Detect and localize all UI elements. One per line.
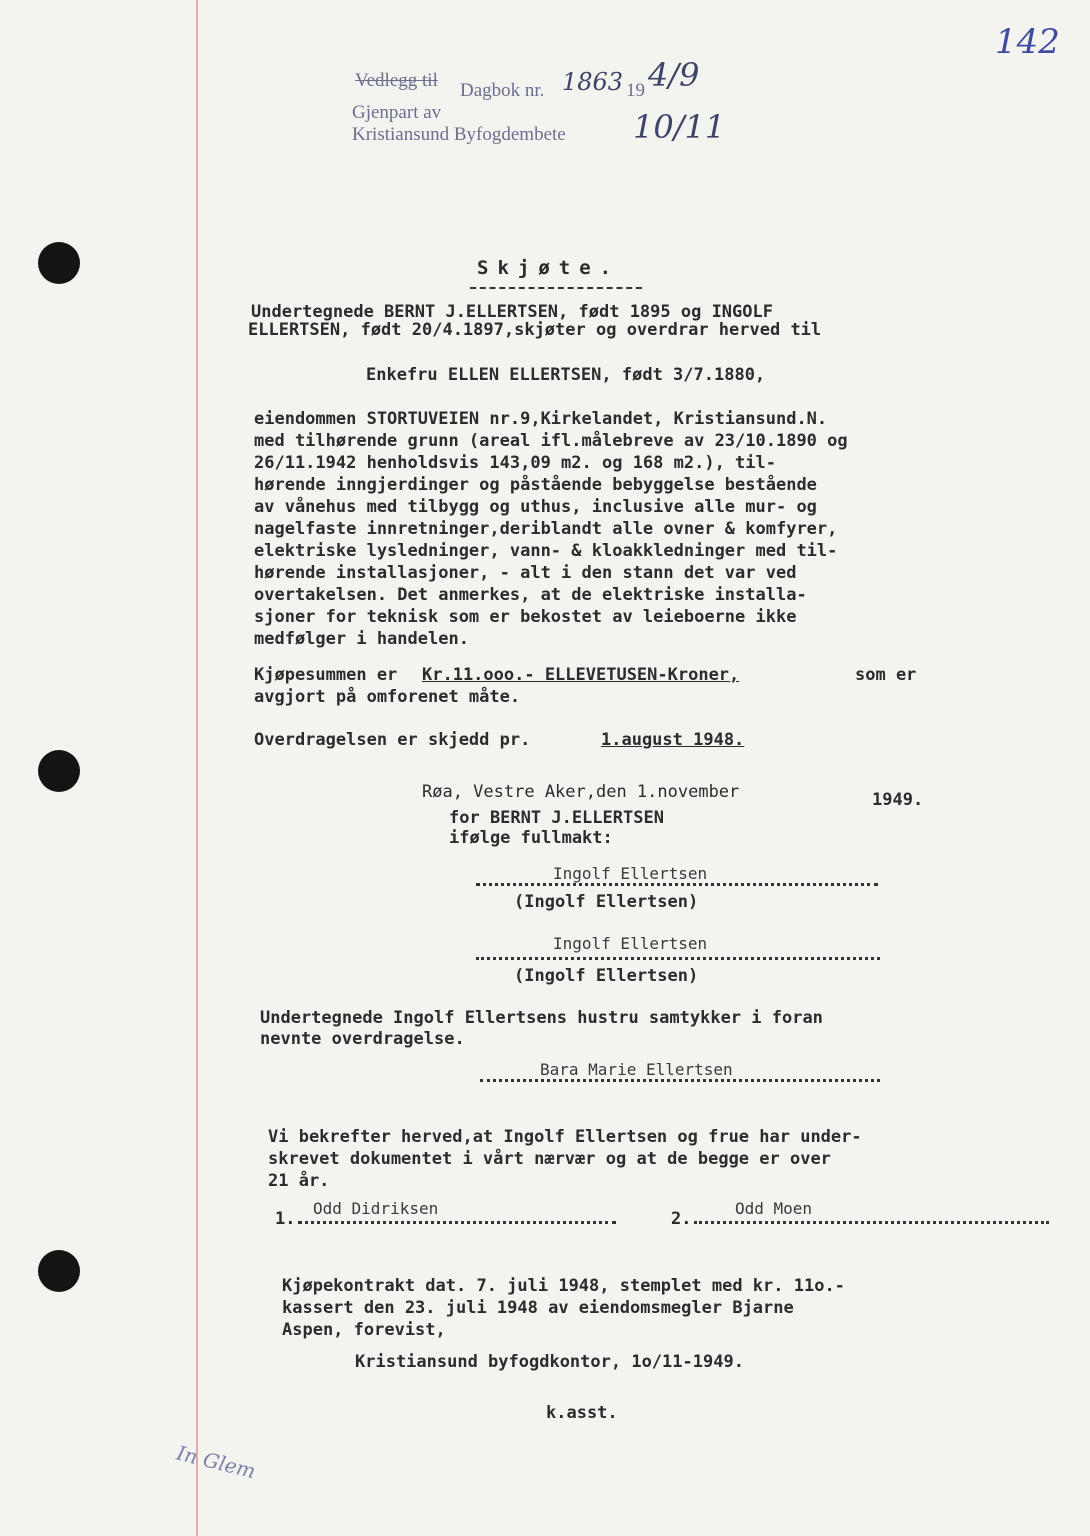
body-line: medfølger i handelen. <box>254 629 469 649</box>
signing-year: 1949. <box>872 790 924 810</box>
signature-2-typed: (Ingolf Ellertsen) <box>514 966 699 986</box>
document-title: Skjøte. <box>477 257 621 279</box>
stamp-struck-label: Vedlegg til <box>355 70 438 91</box>
price-amount: Kr.11.ooo.- ELLEVETUSEN-Kroner, <box>422 665 740 685</box>
body-line: eiendommen STORTUVEIEN nr.9,Kirkelandet, Kristiansund.N. <box>254 409 828 429</box>
stamp-date-2: 10/11 <box>633 108 726 146</box>
punch-hole-bottom <box>38 1250 80 1292</box>
price-prefix: Kjøpesummen er <box>254 665 398 685</box>
punch-hole-middle <box>38 750 80 792</box>
body-line: hørende inngjerdinger og påstående bebyggelse bestående <box>254 475 817 495</box>
body-line: med tilhørende grunn (areal ifl.målebreve av 23/10.1890 og <box>254 431 848 451</box>
stamp-dagbok-label: Dagbok nr. <box>460 80 545 101</box>
registration-office: Kristiansund byfogdkontor, 1o/11-1949. <box>355 1352 744 1372</box>
body-line: hørende installasjoner, - alt i den stann det var ved <box>254 563 797 583</box>
title-underline <box>470 287 642 289</box>
witness-2-name: Odd Moen <box>735 1199 813 1218</box>
witness-1-name: Odd Didriksen <box>313 1199 439 1218</box>
body-line: sjoner for teknisk som er bekostet av leieboerne ikke <box>254 607 797 627</box>
stamp-year-prefix: 19 <box>626 80 645 101</box>
stamp-office-label: Kristiansund Byfogdembete <box>352 124 566 145</box>
signature-2-dotted-line <box>476 957 880 960</box>
body-line: ELLERTSEN, født 20/4.1897,skjøter og overdrar herved til <box>248 320 822 340</box>
witness-line: skrevet dokumentet i vårt nærvær og at de begge er over <box>268 1149 831 1169</box>
proxy-line-2: ifølge fullmakt: <box>449 828 613 848</box>
transfer-prefix: Overdragelsen er skjedd pr. <box>254 730 531 750</box>
registration-signoff: k.asst. <box>546 1403 618 1423</box>
stamp-dagbok-number: 1863 <box>562 68 624 96</box>
bottom-handwritten-note: In Glem <box>174 1440 259 1484</box>
signature-3-dotted-line <box>480 1079 880 1082</box>
body-line: nagelfaste innretninger,deriblandt alle ovner & komfyrer, <box>254 519 838 539</box>
signing-place-date: Røa, Vestre Aker,den 1.november <box>422 782 740 802</box>
registration-line: Kjøpekontrakt dat. 7. juli 1948, stemplet med kr. 11o.- <box>282 1276 845 1296</box>
body-line: av vånehus med tilbygg og uthus, inclusive alle mur- og <box>254 497 817 517</box>
signature-1-dotted-line <box>476 883 878 886</box>
proxy-line-1: for BERNT J.ELLERTSEN <box>449 808 664 828</box>
witness-2-dotted-line <box>694 1221 1049 1224</box>
punch-hole-top <box>38 242 80 284</box>
page-number: 142 <box>995 22 1060 62</box>
body-line: overtakelsen. Det anmerkes, at de elektriske installa- <box>254 585 807 605</box>
stamp-gjenpart-label: Gjenpart av <box>352 102 442 123</box>
margin-line <box>196 0 198 1536</box>
body-line: 26/11.1942 henholdsvis 143,09 m2. og 168 m2.), til- <box>254 453 776 473</box>
stamp-date: 4/9 <box>648 56 700 94</box>
witness-line: Vi bekrefter herved,at Ingolf Ellertsen og frue har under- <box>268 1127 862 1147</box>
witness-line: 21 år. <box>268 1171 330 1191</box>
signature-2-name: Ingolf Ellertsen <box>553 934 708 953</box>
grantee-line: Enkefru ELLEN ELLERTSEN, født 3/7.1880, <box>366 365 766 385</box>
price-line-2: avgjort på omforenet måte. <box>254 687 521 707</box>
body-line: Undertegnede BERNT J.ELLERTSEN, født 1895 og INGOLF <box>251 302 773 322</box>
witness-2-number: 2. <box>671 1209 692 1229</box>
consent-line: Undertegnede Ingolf Ellertsens hustru samtykker i foran <box>260 1008 823 1028</box>
witness-1-number: 1. <box>275 1209 296 1229</box>
registration-line: Aspen, forevist, <box>282 1320 446 1340</box>
witness-1-dotted-line <box>298 1221 616 1224</box>
body-line: elektriske lysledninger, vann- & kloakkledninger med til- <box>254 541 838 561</box>
signature-3-name: Bara Marie Ellertsen <box>540 1060 733 1079</box>
price-suffix: som er <box>855 665 917 685</box>
consent-line: nevnte overdragelse. <box>260 1029 465 1049</box>
signature-1-name: Ingolf Ellertsen <box>553 864 708 883</box>
registration-line: kassert den 23. juli 1948 av eiendomsmegler Bjarne <box>282 1298 794 1318</box>
signature-1-typed: (Ingolf Ellertsen) <box>514 892 699 912</box>
transfer-date: 1.august 1948. <box>601 730 745 750</box>
